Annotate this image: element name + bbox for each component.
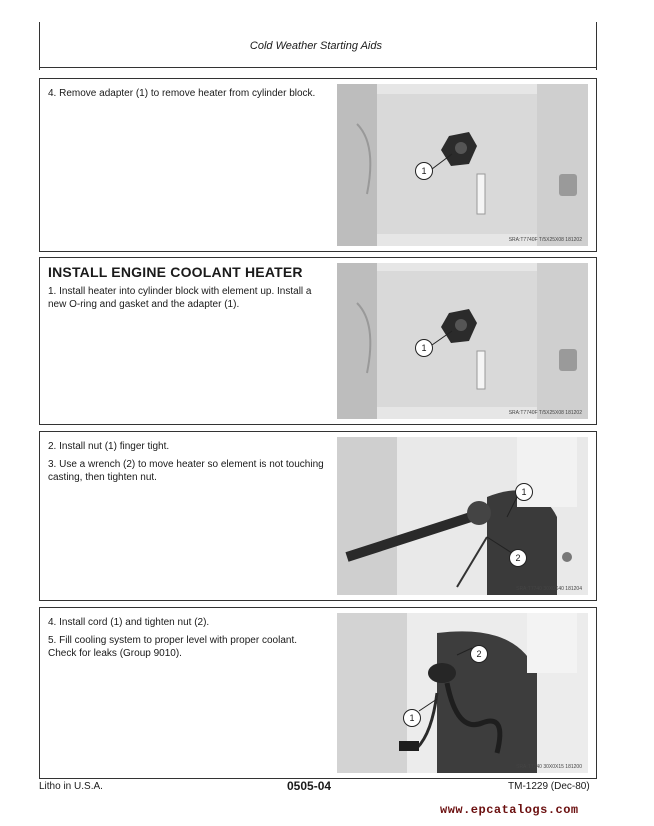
section-text <box>48 616 328 665</box>
callout-2: 2 <box>509 549 527 567</box>
photo-code: SRA:T7740F T/5X25X08 181202 <box>508 410 582 416</box>
running-head-title: Cold Weather Starting Aids <box>249 40 382 52</box>
instruction-step: 4. Remove adapter (1) to remove heater from cylinder block. <box>48 88 316 99</box>
step-section-tighten-nut <box>39 431 597 601</box>
engine-photo <box>337 613 588 773</box>
photo-code: SRA:T7740F T/5X25X08 181202 <box>508 237 582 243</box>
instruction-step: 3. Use a wrench (2) to move heater so element is not touching casting, then tighten nut. <box>48 459 324 483</box>
step-section-install-heater <box>39 257 597 425</box>
engine-photo <box>337 84 588 246</box>
step-section-install-cord <box>39 607 597 779</box>
instruction-step: 5. Fill cooling system to proper level with proper coolant. Check for leaks (Group 9010). <box>48 635 298 659</box>
watermark-link[interactable]: www.epcatalogs.com <box>440 803 579 817</box>
page-frame-right <box>596 22 597 70</box>
instruction-step: 1. Install heater into cylinder block with element up. Install a new O-ring and gasket and the adapter (1). <box>48 286 312 310</box>
callout-1: 1 <box>415 339 433 357</box>
photo-code: SRA:T7740 30X0X15 181200 <box>516 764 582 770</box>
header-rule <box>39 67 597 68</box>
callout-1: 1 <box>403 709 421 727</box>
instruction-step: 2. Install nut (1) finger tight. <box>48 441 170 452</box>
callout-1: 1 <box>515 483 533 501</box>
page-frame-left <box>39 22 40 70</box>
footer-litho: Litho in U.S.A. <box>39 781 103 792</box>
footer-manual-id: TM-1229 (Dec-80) <box>508 781 590 792</box>
engine-photo <box>337 263 588 419</box>
step-section-remove-adapter <box>39 78 597 252</box>
engine-photo <box>337 437 588 595</box>
section-text <box>48 266 328 316</box>
section-text <box>48 440 328 489</box>
section-text <box>48 87 328 105</box>
callout-1: 1 <box>415 162 433 180</box>
footer-page-number: 0505-04 <box>287 779 332 793</box>
instruction-step: 4. Install cord (1) and tighten nut (2). <box>48 617 210 628</box>
callout-2: 2 <box>470 645 488 663</box>
photo-code: SRA:T7740 30X0X40 181204 <box>516 586 582 592</box>
section-title: INSTALL ENGINE COOLANT HEATER <box>48 264 303 280</box>
